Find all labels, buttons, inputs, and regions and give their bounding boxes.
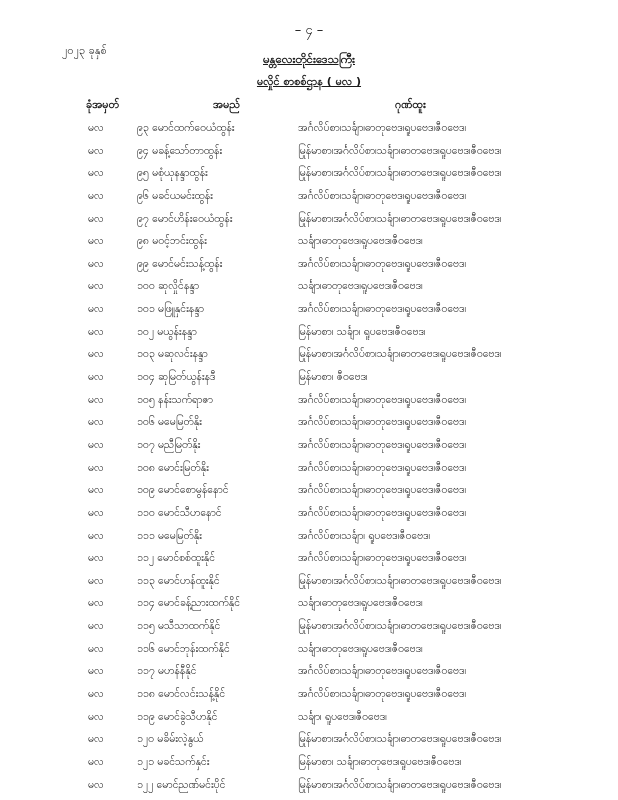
row-distinction-subjects: သင်္ချာ၊ ရူပဗေဒ၊ဇီဝဗေဒ၊ [298,710,387,723]
row-exam-code: မလ [88,303,104,316]
row-student-name: ၁၁၁ မမေမြတ်နိုး [137,529,202,542]
column-header-distinctions: ဂုဏ်ထူး [395,98,426,111]
table-row [0,144,618,167]
row-student-name: ၁၁၃ မောင်ဟန်ထူးနိုင် [137,574,220,587]
row-distinction-subjects: အင်္ဂလိပ်စာ၊သင်္ချာ၊ဓာတုဗေဒ၊ရူပဗေဒ၊ဇီဝဗေဒ၊ [298,122,467,134]
row-student-name: ၁၀၈ မောင်းမြတ်နိုး [137,461,209,474]
table-row [0,732,618,755]
row-exam-code: မလ [88,280,104,293]
table-row [0,325,618,348]
table-row [0,279,618,302]
results-list [0,121,618,800]
row-student-name: ၁၁၈ မောင်လင်းသန့်နိုင် [137,688,226,701]
row-student-name: ၁၁၇ မဟန်နီနိုင် [137,665,197,678]
row-distinction-subjects: အင်္ဂလိပ်စာ၊သင်္ချာ၊ဓာတုဗေဒ၊ရူပဗေဒ၊ဇီဝဗေဒ၊ [298,416,467,429]
row-distinction-subjects: အင်္ဂလိပ်စာ၊သင်္ချာ၊ဓာတုဗေဒ၊ရူပဗေဒ၊ဇီဝဗေဒ၊ [298,552,467,565]
table-row [0,619,618,642]
row-student-name: ၁၂၀ မခိမ်းလဲ့နွယ် [137,733,204,746]
row-student-name: ၉၈ မဝင့်ဘင်းထွန်း [137,235,207,248]
row-distinction-subjects: မြန်မာစာ၊အင်္ဂလိပ်စာ၊သင်္ချာ၊ဓာတုဗေဒ၊ရူပဗေဒ၊ဇီဝဗေဒ၊ [298,574,502,587]
row-exam-code: မလ [88,167,104,180]
row-student-name: ၁၁၅ မသီသာထက်နိုင် [137,620,221,633]
row-distinction-subjects: မြန်မာစာ၊အင်္ဂလိပ်စာ၊သင်္ချာ၊ဓာတုဗေဒ၊ရူပဗေဒ၊ဇီဝဗေဒ၊ [298,144,502,157]
row-exam-code: မလ [88,325,104,338]
table-row [0,166,618,189]
column-headers [0,98,618,114]
table-row [0,664,618,687]
row-exam-code: မလ [88,348,104,361]
row-student-name: ၁၀၆ မမေမြတ်နိုး [137,416,202,429]
row-distinction-subjects: အင်္ဂလိပ်စာ၊သင်္ချာ၊ဓာတုဗေဒ၊ရူပဗေဒ၊ဇီဝဗေဒ၊ [298,461,467,474]
table-row [0,529,618,552]
row-exam-code: မလ [88,257,104,270]
row-student-name: ၉၆ မခင်ယမင်းထွန်း [137,189,213,202]
row-distinction-subjects: မြန်မာစာ၊အင်္ဂလိပ်စာ၊သင်္ချာ၊ဓာတုဗေဒ၊ရူပဗေဒ၊ဇီဝဗေဒ၊ [298,778,502,791]
row-student-name: ၁၀၃ မဆုလင်းနန္ဒာ [137,348,208,361]
row-student-name: ၁၀၂ မယွန်းနန္ဒာ [137,325,197,338]
row-distinction-subjects: အင်္ဂလိပ်စာ၊သင်္ချာ၊ဓာတုဗေဒ၊ရူပဗေဒ၊ဇီဝဗေဒ၊ [298,393,467,406]
table-row [0,755,618,778]
row-student-name: ၁၁၆ မောင်ဘုန်းထက်နိုင် [137,642,230,655]
table-row [0,574,618,597]
document-title: မန္တလေးတိုင်းဒေသကြီး [263,52,355,66]
table-row [0,710,618,733]
row-student-name: ၁၀၇ မညီမြတ်နိုး [137,438,201,451]
row-distinction-subjects: အင်္ဂလိပ်စာ၊သင်္ချာ၊ဓာတုဗေဒ၊ရူပဗေဒ၊ဇီဝဗေဒ၊ [298,665,467,678]
row-exam-code: မလ [88,212,104,225]
row-student-name: ၉၅ မစုံယုနန္ဒာထွန်း [137,167,208,180]
row-exam-code: မလ [88,778,104,791]
row-student-name: ၉၃ မောင်ထက်ဝေယံထွန်း [137,122,235,134]
row-exam-code: မလ [88,393,104,406]
row-exam-code: မလ [88,688,104,701]
table-row [0,234,618,257]
row-exam-code: မလ [88,620,104,633]
row-distinction-subjects: သင်္ချာ၊ဓာတုဗေဒ၊ရူပဗေဒ၊ဇီဝဗေဒ၊ [298,597,423,610]
row-distinction-subjects: သင်္ချာ၊ဓာတုဗေဒ၊ရူပဗေဒ၊ဇီဝဗေဒ၊ [298,235,423,248]
row-exam-code: မလ [88,484,104,497]
row-exam-code: မလ [88,235,104,248]
row-exam-code: မလ [88,665,104,678]
row-student-name: ၁၁၀ မောင်သီဟနောင် [137,506,222,519]
table-row [0,461,618,484]
row-exam-code: မလ [88,122,104,134]
table-row [0,212,618,235]
table-row [0,121,618,144]
row-exam-code: မလ [88,552,104,565]
table-row [0,596,618,619]
column-header-name: အမည် [213,98,241,111]
table-row [0,642,618,665]
row-exam-code: မလ [88,461,104,474]
year-label: ၂၀၂၃ ခုနှစ် [62,44,107,57]
row-distinction-subjects: အင်္ဂလိပ်စာ၊သင်္ချာ၊ဓာတုဗေဒ၊ရူပဗေဒ၊ဇီဝဗေဒ၊ [298,506,467,519]
row-distinction-subjects: မြန်မာစာ၊အင်္ဂလိပ်စာ၊သင်္ချာ၊ဓာတုဗေဒ၊ရူပဗေဒ၊ဇီဝဗေဒ၊ [298,348,502,361]
row-exam-code: မလ [88,597,104,610]
exam-center-subtitle: မလှိုင် စာစစ်ဌာန ( မလ ) [256,75,362,88]
row-exam-code: မလ [88,642,104,655]
table-row [0,393,618,416]
row-exam-code: မလ [88,529,104,542]
row-exam-code: မလ [88,189,104,202]
row-exam-code: မလ [88,710,104,723]
row-distinction-subjects: အင်္ဂလိပ်စာ၊သင်္ချာ၊ဓာတုဗေဒ၊ရူပဗေဒ၊ဇီဝဗေဒ၊ [298,688,467,701]
row-distinction-subjects: မြန်မာစာ၊အင်္ဂလိပ်စာ၊သင်္ချာ၊ဓာတုဗေဒ၊ရူပဗေဒ၊ဇီဝဗေဒ၊ [298,167,502,180]
row-student-name: ၉၄ မခန့်သော်တာထွန်း [137,144,223,157]
table-row [0,347,618,370]
row-student-name: ၁၁၄ မောင်ခန့်ညားထက်နိုင် [137,597,241,610]
row-student-name: ၉၇ မောင်ဟိန်းဝေယံထွန်း [137,212,233,225]
row-exam-code: မလ [88,416,104,429]
row-exam-code: မလ [88,755,104,768]
row-student-name: ၁၀၅ နန်းသက်ရာဇာ [137,393,213,406]
row-distinction-subjects: မြန်မာစာ၊ သင်္ချာ၊ ရူပဗေဒ၊ဇီဝဗေဒ၊ [298,325,426,338]
row-student-name: ၁၁၂ မောင်စစ်ထူးနိုင် [137,552,216,565]
table-row [0,415,618,438]
row-distinction-subjects: မြန်မာစာ၊အင်္ဂလိပ်စာ၊သင်္ချာ၊ဓာတုဗေဒ၊ရူပဗေဒ၊ဇီဝဗေဒ၊ [298,620,502,633]
table-row [0,506,618,529]
row-distinction-subjects: သင်္ချာ၊ဓာတုဗေဒ၊ရူပဗေဒ၊ဇီဝဗေဒ၊ [298,642,423,655]
row-student-name: ၁၀၄ ဆုမြတ်ယွန်းနဒီ [137,371,216,384]
row-exam-code: မလ [88,574,104,587]
row-student-name: ၁၂၂ မောင်ညဏ်မင်းပိုင် [137,778,226,791]
row-student-name: ၁၀၁ မဖြူနှင်းနန္ဒာ [137,303,204,316]
row-distinction-subjects: သင်္ချာ၊ဓာတုဗေဒ၊ရူပဗေဒ၊ဇီဝဗေဒ၊ [298,280,423,293]
row-exam-code: မလ [88,371,104,384]
table-row [0,302,618,325]
row-distinction-subjects: အင်္ဂလိပ်စာ၊သင်္ချာ၊ဓာတုဗေဒ၊ရူပဗေဒ၊ဇီဝဗေဒ၊ [298,484,467,497]
row-student-name: ၁၂၁ မခင်သက်နှင်း [137,755,210,768]
row-student-name: ၁၁၉ မောင်ခွဲသီဟနိုင် [137,710,218,723]
table-row [0,687,618,710]
column-header-code: ခုံအမှတ် [86,98,120,111]
table-row [0,189,618,212]
row-student-name: ၁၀၀ ဆုလှိုင်နန္ဒာ [137,280,200,293]
table-row [0,438,618,461]
page-number: – ၄ – [294,23,324,38]
row-exam-code: မလ [88,144,104,157]
table-row [0,370,618,393]
row-distinction-subjects: မြန်မာစာ၊ ဇီဝဗေဒ၊ [298,371,368,384]
table-row [0,257,618,280]
row-student-name: ၁၀၉ မောင်စောမွန်နောင် [137,484,229,497]
row-distinction-subjects: မြန်မာစာ၊အင်္ဂလိပ်စာ၊သင်္ချာ၊ဓာတုဗေဒ၊ရူပဗေဒ၊ဇီဝဗေဒ၊ [298,733,502,746]
row-distinction-subjects: အင်္ဂလိပ်စာ၊သင်္ချာ၊ဓာတုဗေဒ၊ရူပဗေဒ၊ဇီဝဗေဒ၊ [298,303,467,316]
row-distinction-subjects: အင်္ဂလိပ်စာ၊သင်္ချာ၊ဓာတုဗေဒ၊ရူပဗေဒ၊ဇီဝဗေဒ၊ [298,189,467,202]
row-distinction-subjects: မြန်မာစာ၊ သင်္ချာ၊ဓာတုဗေဒ၊ရူပဗေဒ၊ဇီဝဗေဒ၊ [298,755,462,768]
row-student-name: ၉၉ မောင်မင်းသန့်ထွန်း [137,257,223,270]
row-exam-code: မလ [88,506,104,519]
table-row [0,483,618,506]
row-distinction-subjects: အင်္ဂလိပ်စာ၊သင်္ချာ၊ဓာတုဗေဒ၊ရူပဗေဒ၊ဇီဝဗေဒ၊ [298,438,467,451]
row-distinction-subjects: အင်္ဂလိပ်စာ၊သင်္ချာ၊ ရူပဗေဒ၊ဇီဝဗေဒ၊ [298,529,431,542]
table-row [0,778,618,800]
row-exam-code: မလ [88,438,104,451]
row-exam-code: မလ [88,733,104,746]
table-row [0,551,618,574]
row-distinction-subjects: အင်္ဂလိပ်စာ၊သင်္ချာ၊ဓာတုဗေဒ၊ရူပဗေဒ၊ဇီဝဗေဒ၊ [298,257,467,270]
row-distinction-subjects: မြန်မာစာ၊အင်္ဂလိပ်စာ၊သင်္ချာ၊ဓာတုဗေဒ၊ရူပဗေဒ၊ဇီဝဗေဒ၊ [298,212,502,225]
